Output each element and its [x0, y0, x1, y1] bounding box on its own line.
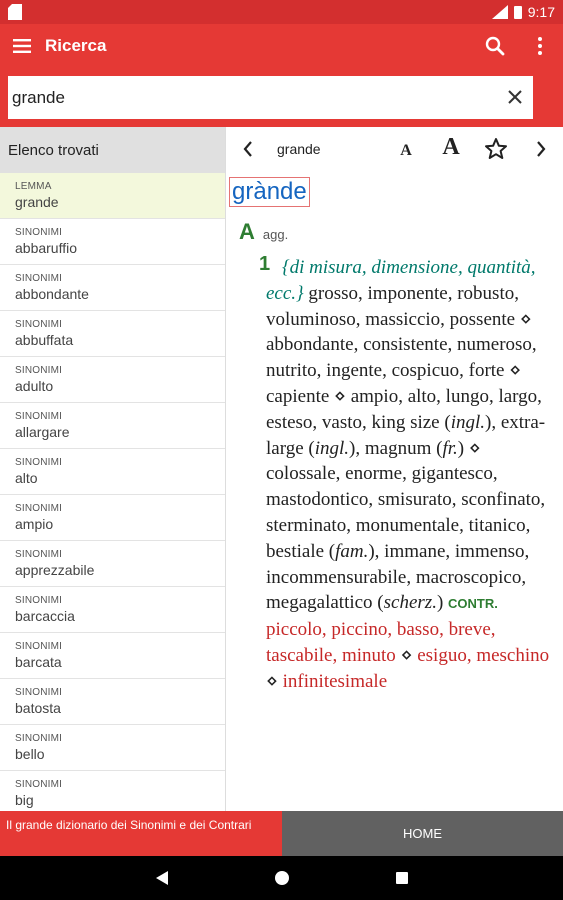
page-title: Ricerca: [45, 36, 107, 55]
home-button[interactable]: HOME: [282, 811, 563, 856]
usage-note: {di misura, dimensione, quantità, ecc.}: [266, 257, 536, 304]
search-button[interactable]: [483, 34, 507, 58]
result-word: adulto: [15, 378, 54, 394]
result-word: bello: [15, 746, 45, 762]
result-word: barcaccia: [15, 608, 75, 624]
result-word: barcata: [15, 654, 62, 670]
entry-toolbar-word: grande: [277, 141, 321, 157]
home-nav-icon[interactable]: [274, 870, 290, 886]
contrary-words: piccolo, piccino, basso, breve, tascabile, minuto: [266, 619, 496, 666]
star-outline-icon: [484, 137, 508, 161]
chevron-right-icon: [535, 140, 547, 158]
result-category: SINONIMI: [15, 365, 63, 376]
results-header: Elenco trovati: [0, 127, 225, 173]
separator-icon: ⋄: [519, 308, 532, 330]
increase-font-button[interactable]: A: [442, 133, 460, 160]
result-category: SINONIMI: [15, 641, 63, 652]
result-word: grande: [15, 194, 59, 210]
signal-icon: [492, 5, 508, 19]
result-word: apprezzabile: [15, 562, 95, 578]
decrease-font-button[interactable]: A: [400, 142, 412, 159]
separator-icon: ⋄: [509, 360, 522, 382]
result-item[interactable]: [0, 771, 225, 811]
result-item[interactable]: [0, 403, 225, 449]
bottom-bar: [0, 811, 563, 856]
sense-number: 1: [259, 253, 271, 275]
chevron-left-icon: [242, 140, 254, 158]
result-item[interactable]: [0, 725, 225, 771]
result-item[interactable]: [0, 173, 225, 219]
battery-icon: [514, 6, 522, 19]
next-entry-button[interactable]: [532, 137, 550, 161]
result-category: SINONIMI: [15, 503, 63, 514]
result-item[interactable]: [0, 219, 225, 265]
entry-toolbar: [227, 127, 563, 171]
pos-letter: A: [239, 219, 255, 244]
result-category: SINONIMI: [15, 595, 63, 606]
result-category: SINONIMI: [15, 779, 63, 790]
app-name-banner[interactable]: Il grande dizionario dei Sinonimi e dei Contrari: [0, 811, 282, 856]
result-word: big: [15, 792, 34, 808]
sd-card-icon: [8, 4, 22, 20]
result-word: abbaruffio: [15, 240, 78, 256]
previous-entry-button[interactable]: [239, 137, 257, 161]
result-item[interactable]: [0, 265, 225, 311]
result-item[interactable]: [0, 587, 225, 633]
app-bar: [0, 24, 563, 68]
result-category: SINONIMI: [15, 733, 63, 744]
system-navigation-bar: [0, 856, 563, 900]
result-item[interactable]: [0, 633, 225, 679]
result-item[interactable]: [0, 541, 225, 587]
result-category: SINONIMI: [15, 457, 63, 468]
separator-icon: ⋄: [266, 670, 278, 692]
close-icon: [505, 87, 525, 107]
pos-abbreviation: agg.: [262, 227, 289, 242]
result-item[interactable]: [0, 449, 225, 495]
result-category: SINONIMI: [15, 687, 63, 698]
hamburger-menu-icon: [13, 39, 31, 53]
result-item[interactable]: [0, 679, 225, 725]
result-item[interactable]: [0, 311, 225, 357]
result-item[interactable]: [0, 357, 225, 403]
search-icon: [483, 34, 507, 58]
separator-icon: ⋄: [400, 644, 413, 666]
results-list: [0, 127, 226, 811]
status-time: 9:17: [527, 4, 555, 20]
status-icons: [492, 0, 555, 24]
result-category: SINONIMI: [15, 227, 63, 238]
separator-icon: ⋄: [468, 437, 481, 459]
separator-icon: ⋄: [334, 385, 346, 407]
search-bar: [0, 68, 563, 127]
menu-button[interactable]: [10, 34, 34, 58]
more-vert-icon: [538, 37, 542, 41]
results-items: [0, 173, 225, 811]
result-item[interactable]: [0, 495, 225, 541]
part-of-speech: [239, 219, 288, 245]
search-box: [8, 76, 533, 119]
entry-definition: {di misura, dimensione, quantità, ecc.} grosso, imponente, robusto, voluminoso, massiccio, possente ⋄ abbondante, consistente, numeroso, nutrito, ingente, cospicuo, forte ⋄ capiente ⋄ ampio, alto, lungo, largo, esteso, vasto, king size (ingl.), extra-large (ingl.), magnum (fr.) ⋄ colossale, enorme, gigantesco, mastodontico, smisurato, sconfinato, sterminato, monumentale, titanico, bestiale (fam.), immane, immenso, incommensurabile, macroscopico, megagalattico (scherz.) CONTR. piccolo, piccino, basso, breve, tascabile, minuto ⋄ esiguo, meschino ⋄ infinitesimale: [266, 257, 550, 692]
result-category: SINONIMI: [15, 549, 63, 560]
result-word: abbondante: [15, 286, 89, 302]
back-icon[interactable]: [154, 870, 170, 886]
recents-icon[interactable]: [394, 870, 410, 886]
result-category: LEMMA: [15, 181, 52, 192]
entry-pane: [227, 127, 563, 811]
result-category: SINONIMI: [15, 273, 63, 284]
result-word: alto: [15, 470, 38, 486]
result-word: abbuffata: [15, 332, 74, 348]
status-bar: [0, 0, 563, 24]
result-word: allargare: [15, 424, 70, 440]
favorite-button[interactable]: [483, 137, 509, 161]
entry-headword: grànde: [229, 177, 310, 207]
overflow-menu-button[interactable]: [530, 34, 550, 58]
result-word: batosta: [15, 700, 61, 716]
result-word: ampio: [15, 516, 54, 532]
clear-search-button[interactable]: [505, 87, 525, 107]
search-input[interactable]: [12, 76, 492, 119]
result-category: SINONIMI: [15, 411, 63, 422]
result-category: SINONIMI: [15, 319, 63, 330]
contrary-label: CONTR.: [448, 596, 498, 612]
